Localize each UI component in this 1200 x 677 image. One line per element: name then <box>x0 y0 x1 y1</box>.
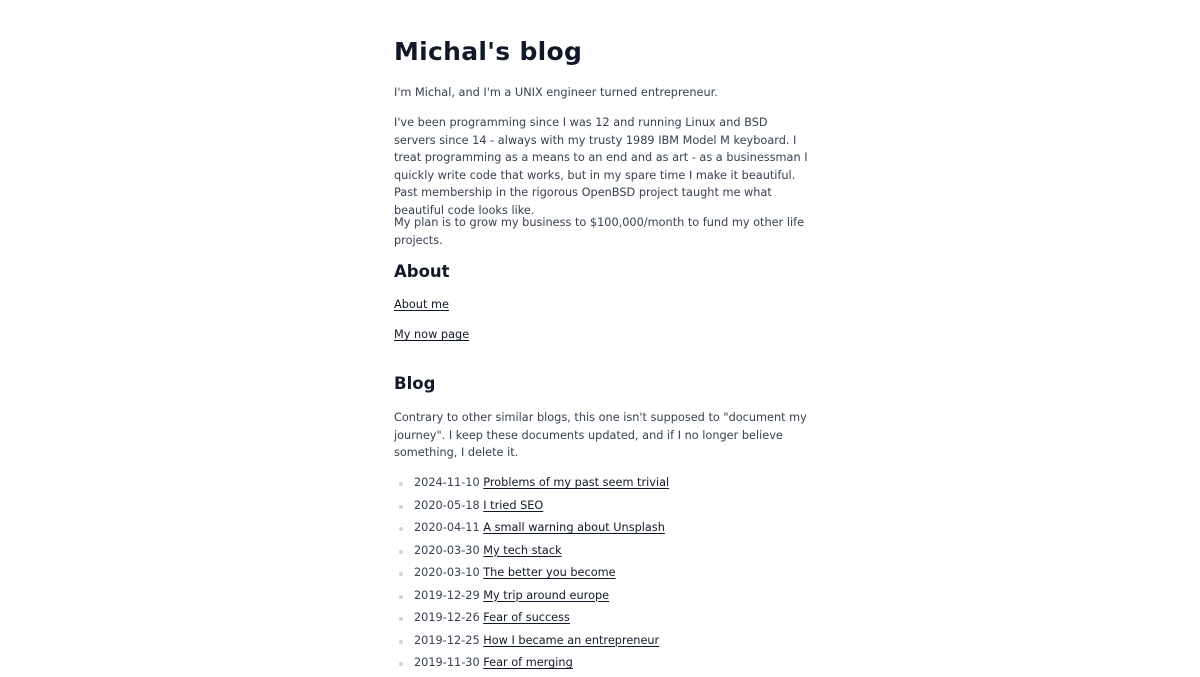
bullet-icon <box>399 640 403 644</box>
post-link[interactable]: I tried SEO <box>483 498 544 512</box>
intro-paragraph-2: I've been programming since I was 12 and running Linux and BSD servers since 14 - always with my trusty 1989 IBM Model M keyboard. I treat programming as a means to an end and as art - as a businessman I quickly write code that works, but in my spare time I make it beautiful. Past membership in the rigorous OpenBSD project taught me what beautiful code looks like. <box>394 116 808 217</box>
post-date: 2020-05-18 <box>414 498 480 512</box>
bullet-icon <box>399 595 403 599</box>
post-date: 2019-12-26 <box>414 611 480 624</box>
intro-paragraph-3: My plan is to grow my business to $100,000/month to fund my other life projects. <box>394 216 805 247</box>
bullet-icon <box>399 617 403 621</box>
post-date: 2020-04-11 <box>414 521 480 534</box>
bullet-icon <box>399 527 403 531</box>
about-heading: About <box>394 262 450 281</box>
post-link[interactable]: A small warning about Unsplash <box>483 521 665 534</box>
post-date: 2020-03-10 <box>414 566 480 579</box>
blog-heading: Blog <box>394 374 436 393</box>
about-me-link[interactable]: About me <box>394 298 449 311</box>
post-date: 2019-12-25 <box>414 633 480 647</box>
bullet-icon <box>399 572 403 576</box>
list-item <box>394 564 810 587</box>
post-link[interactable]: My tech stack <box>483 543 562 557</box>
bullet-icon <box>399 550 403 554</box>
intro-paragraph-1: I'm Michal, and I'm a UNIX engineer turned entrepreneur. <box>394 86 718 99</box>
list-item <box>394 609 810 632</box>
post-link[interactable]: Problems of my past seem trivial <box>483 476 670 489</box>
blog-description: Contrary to other similar blogs, this one isn't supposed to "document my journey". I keep these documents updated, and if I no longer believe something, I delete it. <box>394 411 807 459</box>
bullet-icon <box>399 505 403 509</box>
bullet-icon <box>399 662 403 666</box>
post-date: 2024-11-10 <box>414 476 480 489</box>
now-page-item <box>394 326 810 344</box>
page-title: Michal's blog <box>394 37 583 66</box>
post-list <box>394 474 810 677</box>
post-link[interactable]: The better you become <box>483 566 616 579</box>
now-page-link[interactable]: My now page <box>394 328 470 341</box>
post-link[interactable]: Fear of merging <box>483 656 573 669</box>
about-me-item <box>394 296 810 314</box>
bullet-icon <box>399 482 403 486</box>
post-date: 2019-12-29 <box>414 588 480 602</box>
post-link[interactable]: How I became an entrepreneur <box>483 633 660 647</box>
list-item <box>394 632 810 655</box>
list-item <box>394 542 810 565</box>
post-link[interactable]: Fear of success <box>483 611 570 624</box>
post-link[interactable]: My trip around europe <box>483 588 610 602</box>
list-item <box>394 474 810 497</box>
post-date: 2020-03-30 <box>414 543 480 557</box>
list-item <box>394 654 810 677</box>
list-item <box>394 497 810 520</box>
post-date: 2019-11-30 <box>414 656 480 669</box>
list-item <box>394 587 810 610</box>
list-item <box>394 519 810 542</box>
